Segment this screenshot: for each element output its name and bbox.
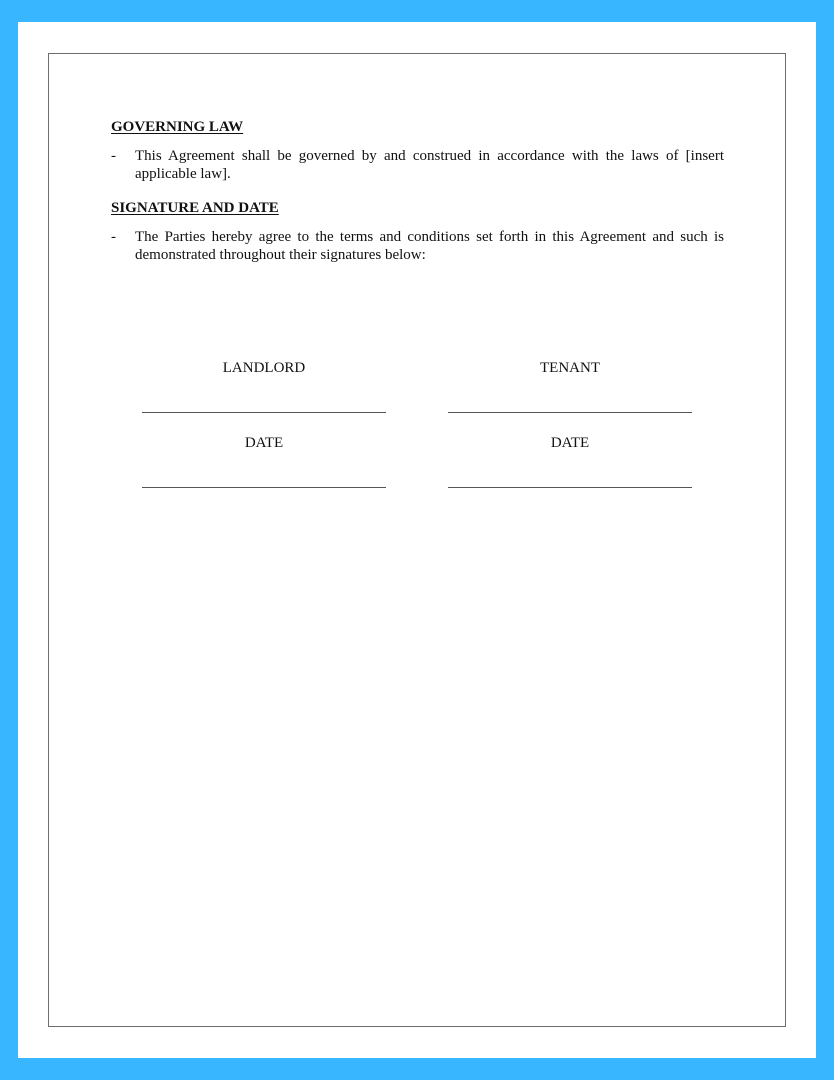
signature-block [142,359,693,499]
landlord-date-label: DATE [244,435,284,451]
bullet-item [111,147,724,183]
bullet-item [111,228,724,264]
section-governing-law [111,118,724,183]
landlord-date-line[interactable] [142,487,386,488]
landlord-label: LANDLORD [222,360,306,376]
document-page [18,22,816,1058]
section-heading: SIGNATURE AND DATE [111,200,279,216]
tenant-date-label: DATE [550,435,590,451]
tenant-label: TENANT [540,360,600,376]
section-signature-and-date [111,199,724,264]
bullet-text: The Parties hereby agree to the terms and conditions set forth in this Agreement and such is demonstrated throughout their signatures below: [135,229,724,263]
bullet-dash: - [111,148,116,164]
document-content [111,118,724,264]
bullet-text: This Agreement shall be governed by and construed in accordance with the laws of [insert applicable law]. [135,148,724,182]
section-heading: GOVERNING LAW [111,119,244,135]
landlord-signature-column [142,359,386,488]
tenant-signature-line[interactable] [448,412,692,413]
tenant-date-line[interactable] [448,487,692,488]
bullet-dash: - [111,229,116,245]
landlord-signature-line[interactable] [142,412,386,413]
page-frame [48,53,786,1027]
tenant-signature-column [448,359,692,488]
